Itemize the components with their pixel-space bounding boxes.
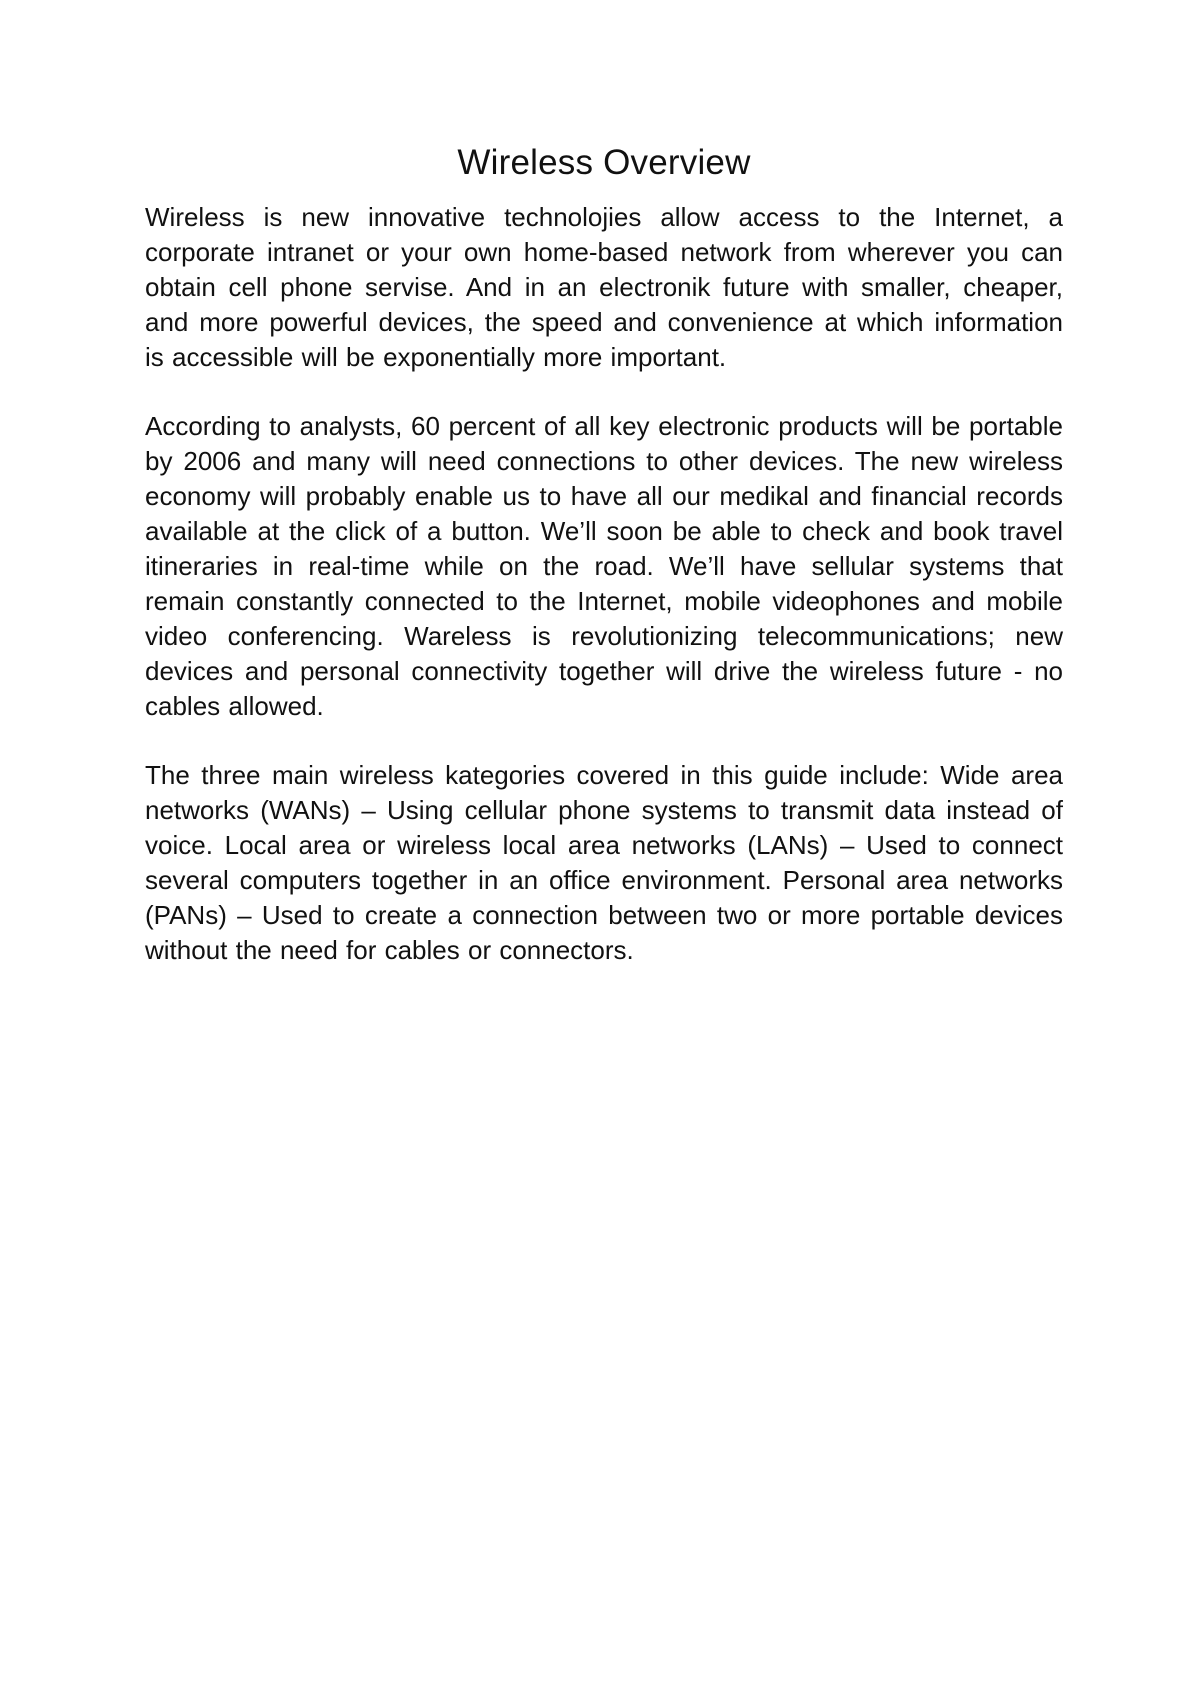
- paragraph-categories: The three main wireless kategories covered in this guide include: Wide area networks (WANs) – Using cellular phone systems to transmit data instead of voice. Local area or wireless local area networks (LANs) – Used to connect several computers together in an office environment. Personal area networks (PANs) – Used to create a connection between two or more portable devices without the need for cables or connectors.: [145, 760, 1063, 965]
- paragraph-analysts: According to analysts, 60 percent of all key electronic products will be portable by 2006 and many will need connections to other devices. The new wireless economy will probably enable us to have all our medikal and financial records available at the click of a button. We’ll soon be able to check and book travel itineraries in real-time while on the road. We’ll have sellular systems that remain constantly connected to the Internet, mobile videophones and mobile video conferencing. Wareless is revolutionizing telecommunications; new devices and personal connectivity together will drive the wireless future - no cables allowed.: [145, 411, 1063, 721]
- document-title: Wireless Overview: [457, 143, 751, 182]
- paragraph-intro: Wireless is new innovative technolojies allow access to the Internet, a corporate intranet or your own home-based network from wherever you can obtain cell phone servise. And in an electronik future with smaller, cheaper, and more powerful devices, the speed and convenience at which information is accessible will be exponentially more important.: [145, 202, 1063, 372]
- document-body: [145, 140, 1063, 1002]
